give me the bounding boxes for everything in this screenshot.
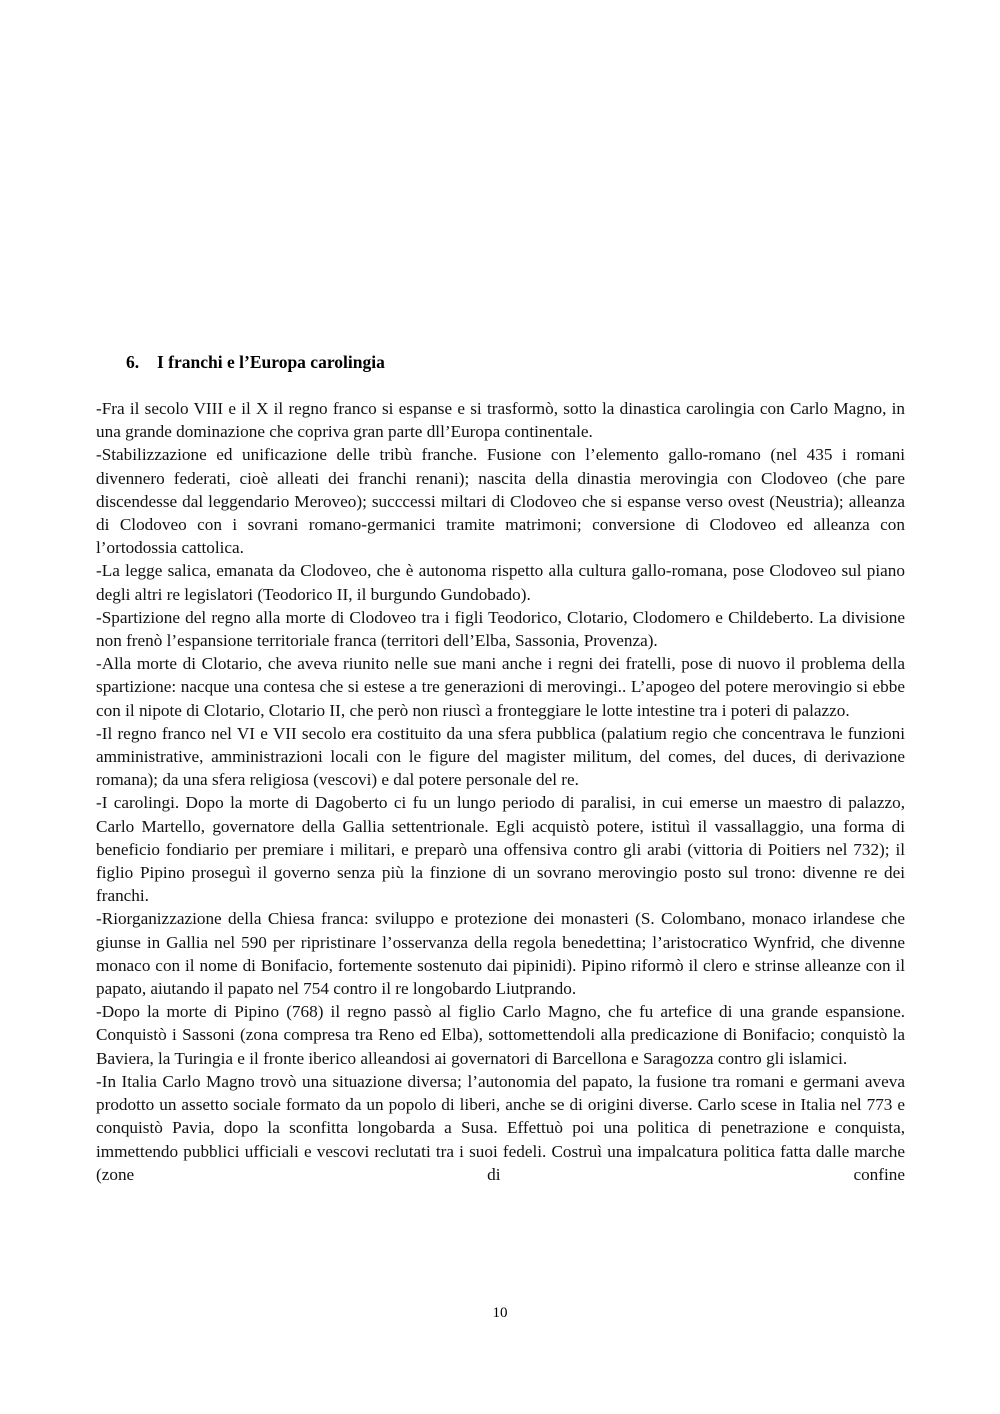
paragraph: -Il regno franco nel VI e VII secolo era costituito da una sfera pubblica (palatium regio che concentrava le funzioni amministrative, amministrazioni locali con le figure del magister militum, del comes, del duces, di derivazione romana); da una sfera religiosa (vescovi) e dal potere personale del re.	[96, 723, 905, 790]
paragraph: -Alla morte di Clotario, che aveva riunito nelle sue mani anche i regni dei fratelli, pose di nuovo il problema della spartizione: nacque una contesa che si estese a tre generazioni di merovingi.. L’apogeo del potere merovingio si ebbe con il nipote di Clotario, Clotario II, che però non riuscì a fronteggiare le lotte intestine tra i poteri di palazzo.	[96, 654, 905, 720]
paragraph: -La legge salica, emanata da Clodoveo, che è autonoma rispetto alla cultura gallo-romana, pose Clodoveo sul piano degli altri re legislatori (Teodorico II, il burgundo Gundobado).	[96, 561, 905, 604]
paragraph: -Riorganizzazione della Chiesa franca: sviluppo e protezione dei monasteri (S. Colombano, monaco irlandese che giunse in Gallia nel 590 per ripristinare l’osservanza della regola benedettina; l’aristocratico Wynfrid, che divenne monaco con il nome di Bonifacio, fortemente sostenuto dai pipinidi). Pipino riformò il clero e strinse alleanze con il papato, aiutando il papato nel 754 contro il re longobardo Liutprando.	[96, 909, 905, 999]
section-number: 6.	[126, 352, 140, 372]
paragraph: -Fra il secolo VIII e il X il regno franco si espanse e si trasformò, sotto la dinastica carolingia con Carlo Magno, in una grande dominazione che copriva gran parte dll’Europa continentale.	[96, 399, 905, 442]
paragraph: -I carolingi. Dopo la morte di Dagoberto ci fu un lungo periodo di paralisi, in cui emerse un maestro di palazzo, Carlo Martello, governatore della Gallia settentrionale. Egli acquistò potere, istituì il vassallaggio, una forma di beneficio fondiario per premiare i militari, e preparò una offensiva contro gli arabi (vittoria di Poitiers nel 732); il figlio Pipino proseguì il governo senza più la finzione di un sovrano merovingio posto sul trono: divenne re dei franchi.	[96, 793, 905, 906]
paragraph: -Dopo la morte di Pipino (768) il regno passò al figlio Carlo Magno, che fu artefice di una grande espansione. Conquistò i Sassoni (zona compresa tra Reno ed Elba), sottomettendoli alla predicazione di Bonifacio; conquistò la Baviera, la Turingia e il fronte iberico alleandosi ai governatori di Barcellona e Saragozza contro gli islamici.	[96, 1002, 905, 1068]
section-heading	[126, 352, 385, 373]
section-title: I franchi e l’Europa carolingia	[157, 352, 385, 372]
paragraph: -Spartizione del regno alla morte di Clodoveo tra i figli Teodorico, Clotario, Clodomero e Childeberto. La divisione non frenò l’espansione territoriale franca (territori dell’Elba, Sassonia, Provenza).	[96, 607, 905, 651]
header-mark	[480, 0, 520, 6]
paragraph: -Stabilizzazione ed unificazione delle tribù franche. Fusione con l’elemento gallo-romano (nel 435 i romani divennero federati, cioè alleati dei franchi renani); nascita della dinastia merovingia con Clodoveo (che pare discendesse dal leggendario Meroveo); succcessi miltari di Clodoveo che si espanse verso ovest (Neustria); alleanza di Clodoveo con i sovrani romano-germanici tramite matrimoni; conversione di Clodoveo ed alleanza con l’ortodossia cattolica.	[96, 445, 905, 558]
body-text	[96, 397, 905, 1186]
paragraph: -In Italia Carlo Magno trovò una situazione diversa; l’autonomia del papato, la fusione tra romani e germani aveva prodotto un assetto sociale formato da un popolo di liberi, anche se di origini diverse. Carlo scese in Italia nel 773 e conquistò Pavia, dopo la sconfitta longobarda a Susa. Effettuò poi una politica di penetrazione e conquista, immettendo pubblici ufficiali e vescovi reclutati tra i suoi fedeli. Costruì una impalcatura politica fatta dalle marche (zone di confine	[96, 1071, 905, 1184]
page-number: 10	[492, 1305, 508, 1321]
